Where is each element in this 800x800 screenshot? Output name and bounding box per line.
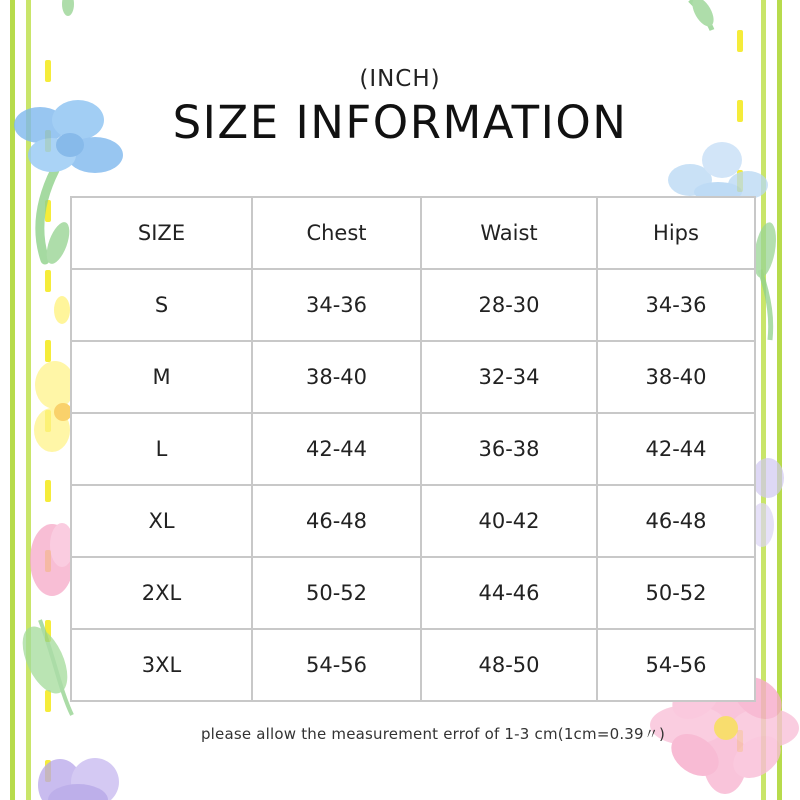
hips-cell: 46-48: [597, 485, 755, 557]
header-waist: Waist: [421, 197, 597, 269]
table-row: [71, 341, 755, 413]
pink-flower-icon: [30, 523, 74, 596]
top-right-leaf-icon: [688, 0, 718, 30]
light-blue-flower-icon: [668, 142, 768, 202]
table-row: [71, 629, 755, 701]
chest-cell: 42-44: [252, 413, 421, 485]
size-chart-table: [70, 196, 756, 702]
size-cell: 2XL: [71, 557, 252, 629]
purple-flower-icon: [38, 758, 119, 800]
table-row: [71, 485, 755, 557]
hips-cell: 34-36: [597, 269, 755, 341]
table-header-row: [71, 197, 755, 269]
waist-cell: 28-30: [421, 269, 597, 341]
header-chest: Chest: [252, 197, 421, 269]
chest-cell: 46-48: [252, 485, 421, 557]
waist-cell: 32-34: [421, 341, 597, 413]
yellow-flower-icon: [34, 296, 75, 452]
table-row: [71, 557, 755, 629]
chest-cell: 34-36: [252, 269, 421, 341]
table-row: [71, 269, 755, 341]
waist-cell: 44-46: [421, 557, 597, 629]
size-cell: 3XL: [71, 629, 252, 701]
size-cell: S: [71, 269, 252, 341]
hips-cell: 54-56: [597, 629, 755, 701]
hips-cell: 38-40: [597, 341, 755, 413]
table-row: [71, 413, 755, 485]
waist-cell: 48-50: [421, 629, 597, 701]
header-hips: Hips: [597, 197, 755, 269]
chest-cell: 38-40: [252, 341, 421, 413]
size-cell: XL: [71, 485, 252, 557]
waist-cell: 36-38: [421, 413, 597, 485]
header-size: SIZE: [71, 197, 252, 269]
unit-label: (INCH): [359, 66, 441, 92]
leaf-icon: [13, 620, 76, 715]
chest-cell: 50-52: [252, 557, 421, 629]
hips-cell: 42-44: [597, 413, 755, 485]
size-cell: L: [71, 413, 252, 485]
size-cell: M: [71, 341, 252, 413]
hips-cell: 50-52: [597, 557, 755, 629]
waist-cell: 40-42: [421, 485, 597, 557]
page-title: SIZE INFORMATION: [172, 96, 628, 149]
chest-cell: 54-56: [252, 629, 421, 701]
measurement-note: please allow the measurement errof of 1-3 cm(1cm=0.39〃): [200, 725, 666, 743]
